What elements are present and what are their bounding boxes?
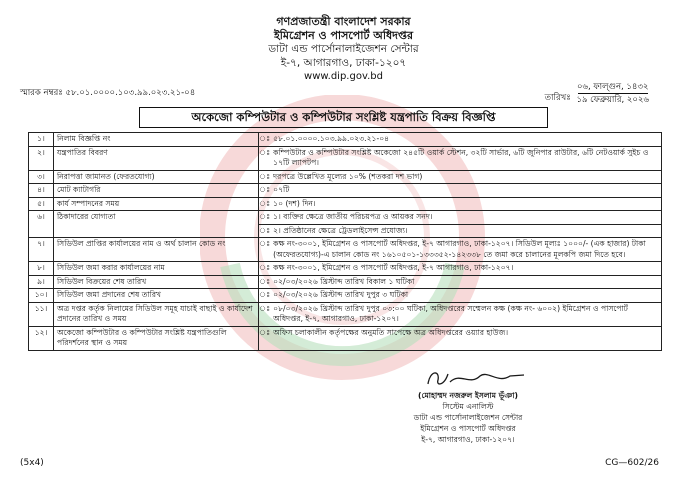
center-name: ডাটা এন্ড পার্সোনালাইজেশন সেন্টার <box>268 43 419 55</box>
date-label: তারিখঃ <box>544 93 571 103</box>
row-item: সিডিউল জমা করার কার্যালয়ের নাম <box>54 262 259 276</box>
table-row <box>29 275 662 289</box>
row-serial: ৬। <box>29 211 54 238</box>
row-value: কক্ষ নং-৩০০১, ইমিগ্রেশন ও পাসপোর্ট অধিদপ্তর, ই-৭ আগারগাও, ঢাকা-১২০৭। সিডিউল মূল্যঃ ১০০০/- (এক হাজার) টাকা (অফেরতযোগ্য)-এ চালান কোড নং ১৬১০৫০১-১৩৩৩৫২-১৪২৩৩৮ তে জমা করে চালানের মূলকপি জমা দিতে হবে। <box>270 238 661 262</box>
row-value: কক্ষ নং-৩০০১, ইমিগ্রেশন ও পাসপোর্ট অধিদপ্তর, ই-৭ আগারগাও, ঢাকা-১২০৭। <box>270 262 661 276</box>
table-row <box>29 238 662 262</box>
row-colon: ঃ <box>259 184 271 198</box>
row-serial: ৮। <box>29 262 54 276</box>
signatory-designation: সিস্টেম এনালিস্ট <box>442 402 494 411</box>
row-serial: ৯। <box>29 275 54 289</box>
row-item: ঠিকাদারের যোগ্যতা <box>54 211 259 238</box>
row-serial: ১০। <box>29 289 54 303</box>
date-bangla: ০৬, ফাল্গুন, ১৪৩২ <box>576 82 649 92</box>
table-row <box>29 197 662 211</box>
row-value: দরপত্রে উল্লেখিত মূল্যের ১০% (শতকরা দশ ভাগ) <box>270 170 661 184</box>
department-name: ইমিগ্রেশন ও পাসপোর্ট অধিদপ্তর <box>274 29 413 42</box>
date-block <box>545 81 649 106</box>
row-colon: ঃ <box>259 289 271 303</box>
signature-scribble <box>420 366 530 390</box>
row-serial: ৩। <box>29 170 54 184</box>
date-english: ১৯ ফেব্রুয়ারি, ২০২৬ <box>576 95 649 105</box>
table-row <box>29 211 662 225</box>
office-address: ই-৭, আগারগাও, ঢাকা-১২০৭ <box>280 57 407 69</box>
signatory-department: ইমিগ্রেশন ও পাসপোর্ট অধিদপ্তর <box>420 424 516 433</box>
row-colon: ঃ <box>259 302 271 326</box>
row-value: ০৮/০৩/২০২৬ খ্রিস্টাব্দ তারিখ দুপুর ০৩:০০ ঘটিকা, অধিদপ্তরের সম্মেলন কক্ষ (কক্ষ নং- ৬০০২) ইমিগ্রেশন ও পাসপোর্ট অধিদপ্তর, ই-৭, আগারগাও, ঢাকা-১২০৭। <box>270 302 661 326</box>
row-item: সিডিউল প্রাপ্তির কার্যালয়ের নাম ও অর্থ চালান কোড নং <box>54 238 259 262</box>
row-serial: ১২। <box>29 326 54 350</box>
row-item: সিডিউল জমা প্রদানের শেষ তারিখ <box>54 289 259 303</box>
table-row <box>29 289 662 303</box>
signature-block <box>368 390 568 445</box>
row-item: অত্র দপ্তর কর্তৃক নিলামের সিডিউল সমূহ যাচাই বাছাই ও কার্যাদেশ প্রদানের তারিখ ও সময় <box>54 302 259 326</box>
table-row <box>29 184 662 198</box>
row-colon: ঃ <box>259 146 271 170</box>
row-value: ০২/০৩/২০২৬ খ্রিস্টাব্দ তারিখ বিকাল ১ ঘটিকা <box>270 275 661 289</box>
govt-name: গণপ্রজাতন্ত্রী বাংলাদেশ সরকার <box>276 15 411 28</box>
table-row <box>29 170 662 184</box>
row-serial: ১১। <box>29 302 54 326</box>
row-serial: ১। <box>29 133 54 147</box>
row-value: ১। ব্যক্তির ক্ষেত্রে জাতীয় পরিচয়পত্র ও আয়কর সনদ। <box>270 211 661 225</box>
row-serial: ৫। <box>29 197 54 211</box>
memo-number: স্মারক নম্বরঃ ৫৮.০১.০০০০.১০৩.৯৯.০২৩.২১-০৪ <box>20 88 196 98</box>
website-link[interactable]: www.dip.gov.bd <box>304 71 383 82</box>
notice-title: অকেজো কম্পিউটার ও কম্পিউটার সংশ্লিষ্ট যন্ত্রপাতি বিক্রয় বিজ্ঞপ্তি <box>139 107 548 128</box>
ad-size: (5x4) <box>20 458 44 468</box>
row-item: অকেজো কম্পিউটার ও কম্পিউটার সংশ্লিষ্ট যন্ত্রপাতিগুলি পরিদর্শনের স্থান ও সময় <box>54 326 259 350</box>
row-value: ১০ (দশ) দিন। <box>270 197 661 211</box>
row-value: ২। প্রতিষ্ঠানের ক্ষেত্রে ট্রেডলাইসেন্স প্রযোজ্য। <box>270 224 661 238</box>
signatory-center: ডাটা এন্ড পার্সোনালাইজেশন সেন্টার <box>413 413 523 422</box>
row-item: মোট ক্যাটাগরি <box>54 184 259 198</box>
row-colon: ঃ <box>259 275 271 289</box>
table-row <box>29 133 662 147</box>
row-colon: ঃ <box>259 326 271 350</box>
row-item: কার্য সম্পাদনের সময় <box>54 197 259 211</box>
table-row <box>29 302 662 326</box>
row-serial: ৭। <box>29 238 54 262</box>
table-row <box>29 146 662 170</box>
signatory-name: (মোহাম্মদ নজরুল ইসলাম ভূঁঞা) <box>418 391 518 400</box>
row-item: যন্ত্রপাতির বিবরণ <box>54 146 259 170</box>
row-item: নিরাপত্তা জামানত (ফেরতযোগ্য) <box>54 170 259 184</box>
row-value: ০৭টি <box>270 184 661 198</box>
row-value: কম্পিউটার ও কম্পিউটার সংশ্লিষ্ট অকেজো ২৪৫টি ওয়ার্ক স্টেশন, ৩২টি সার্ভার, ৬টি জুনিপার রাউটার, ৬টি নেটওয়ার্ক সুইচ ও ১৭টি ল্যাপটপ। <box>270 146 661 170</box>
table-row <box>29 326 662 350</box>
row-colon: ঃ <box>259 224 271 238</box>
row-item: সিডিউল বিক্রয়ের শেষ তারিখ <box>54 275 259 289</box>
row-value: ৫৮.০১.০০০০.১০৩.৯৯.০২৩.২১-০৪ <box>270 133 661 147</box>
row-colon: ঃ <box>259 133 271 147</box>
row-value: ০২/০৩/২০২৬ খ্রিস্টাব্দ তারিখ দুপুর ৩ ঘটিকা <box>270 289 661 303</box>
ad-code: CG—602/26 <box>605 458 659 468</box>
row-colon: ঃ <box>259 262 271 276</box>
signatory-address: ই-৭, আগারগাও, ঢাকা-১২০৭। <box>421 435 515 444</box>
row-colon: ঃ <box>259 170 271 184</box>
row-serial: ২। <box>29 146 54 170</box>
row-colon: ঃ <box>259 211 271 225</box>
row-value: অফিস চলাকালীন কর্তৃপক্ষের অনুমতি সাপেক্ষে অত্র অধিদপ্তরের ওয়্যার হাউজ। <box>270 326 661 350</box>
notice-table <box>28 132 662 351</box>
row-serial: ৪। <box>29 184 54 198</box>
row-colon: ঃ <box>259 197 271 211</box>
table-row <box>29 262 662 276</box>
row-item: নিলাম বিজ্ঞপ্তি নং <box>54 133 259 147</box>
row-colon: ঃ <box>259 238 271 262</box>
